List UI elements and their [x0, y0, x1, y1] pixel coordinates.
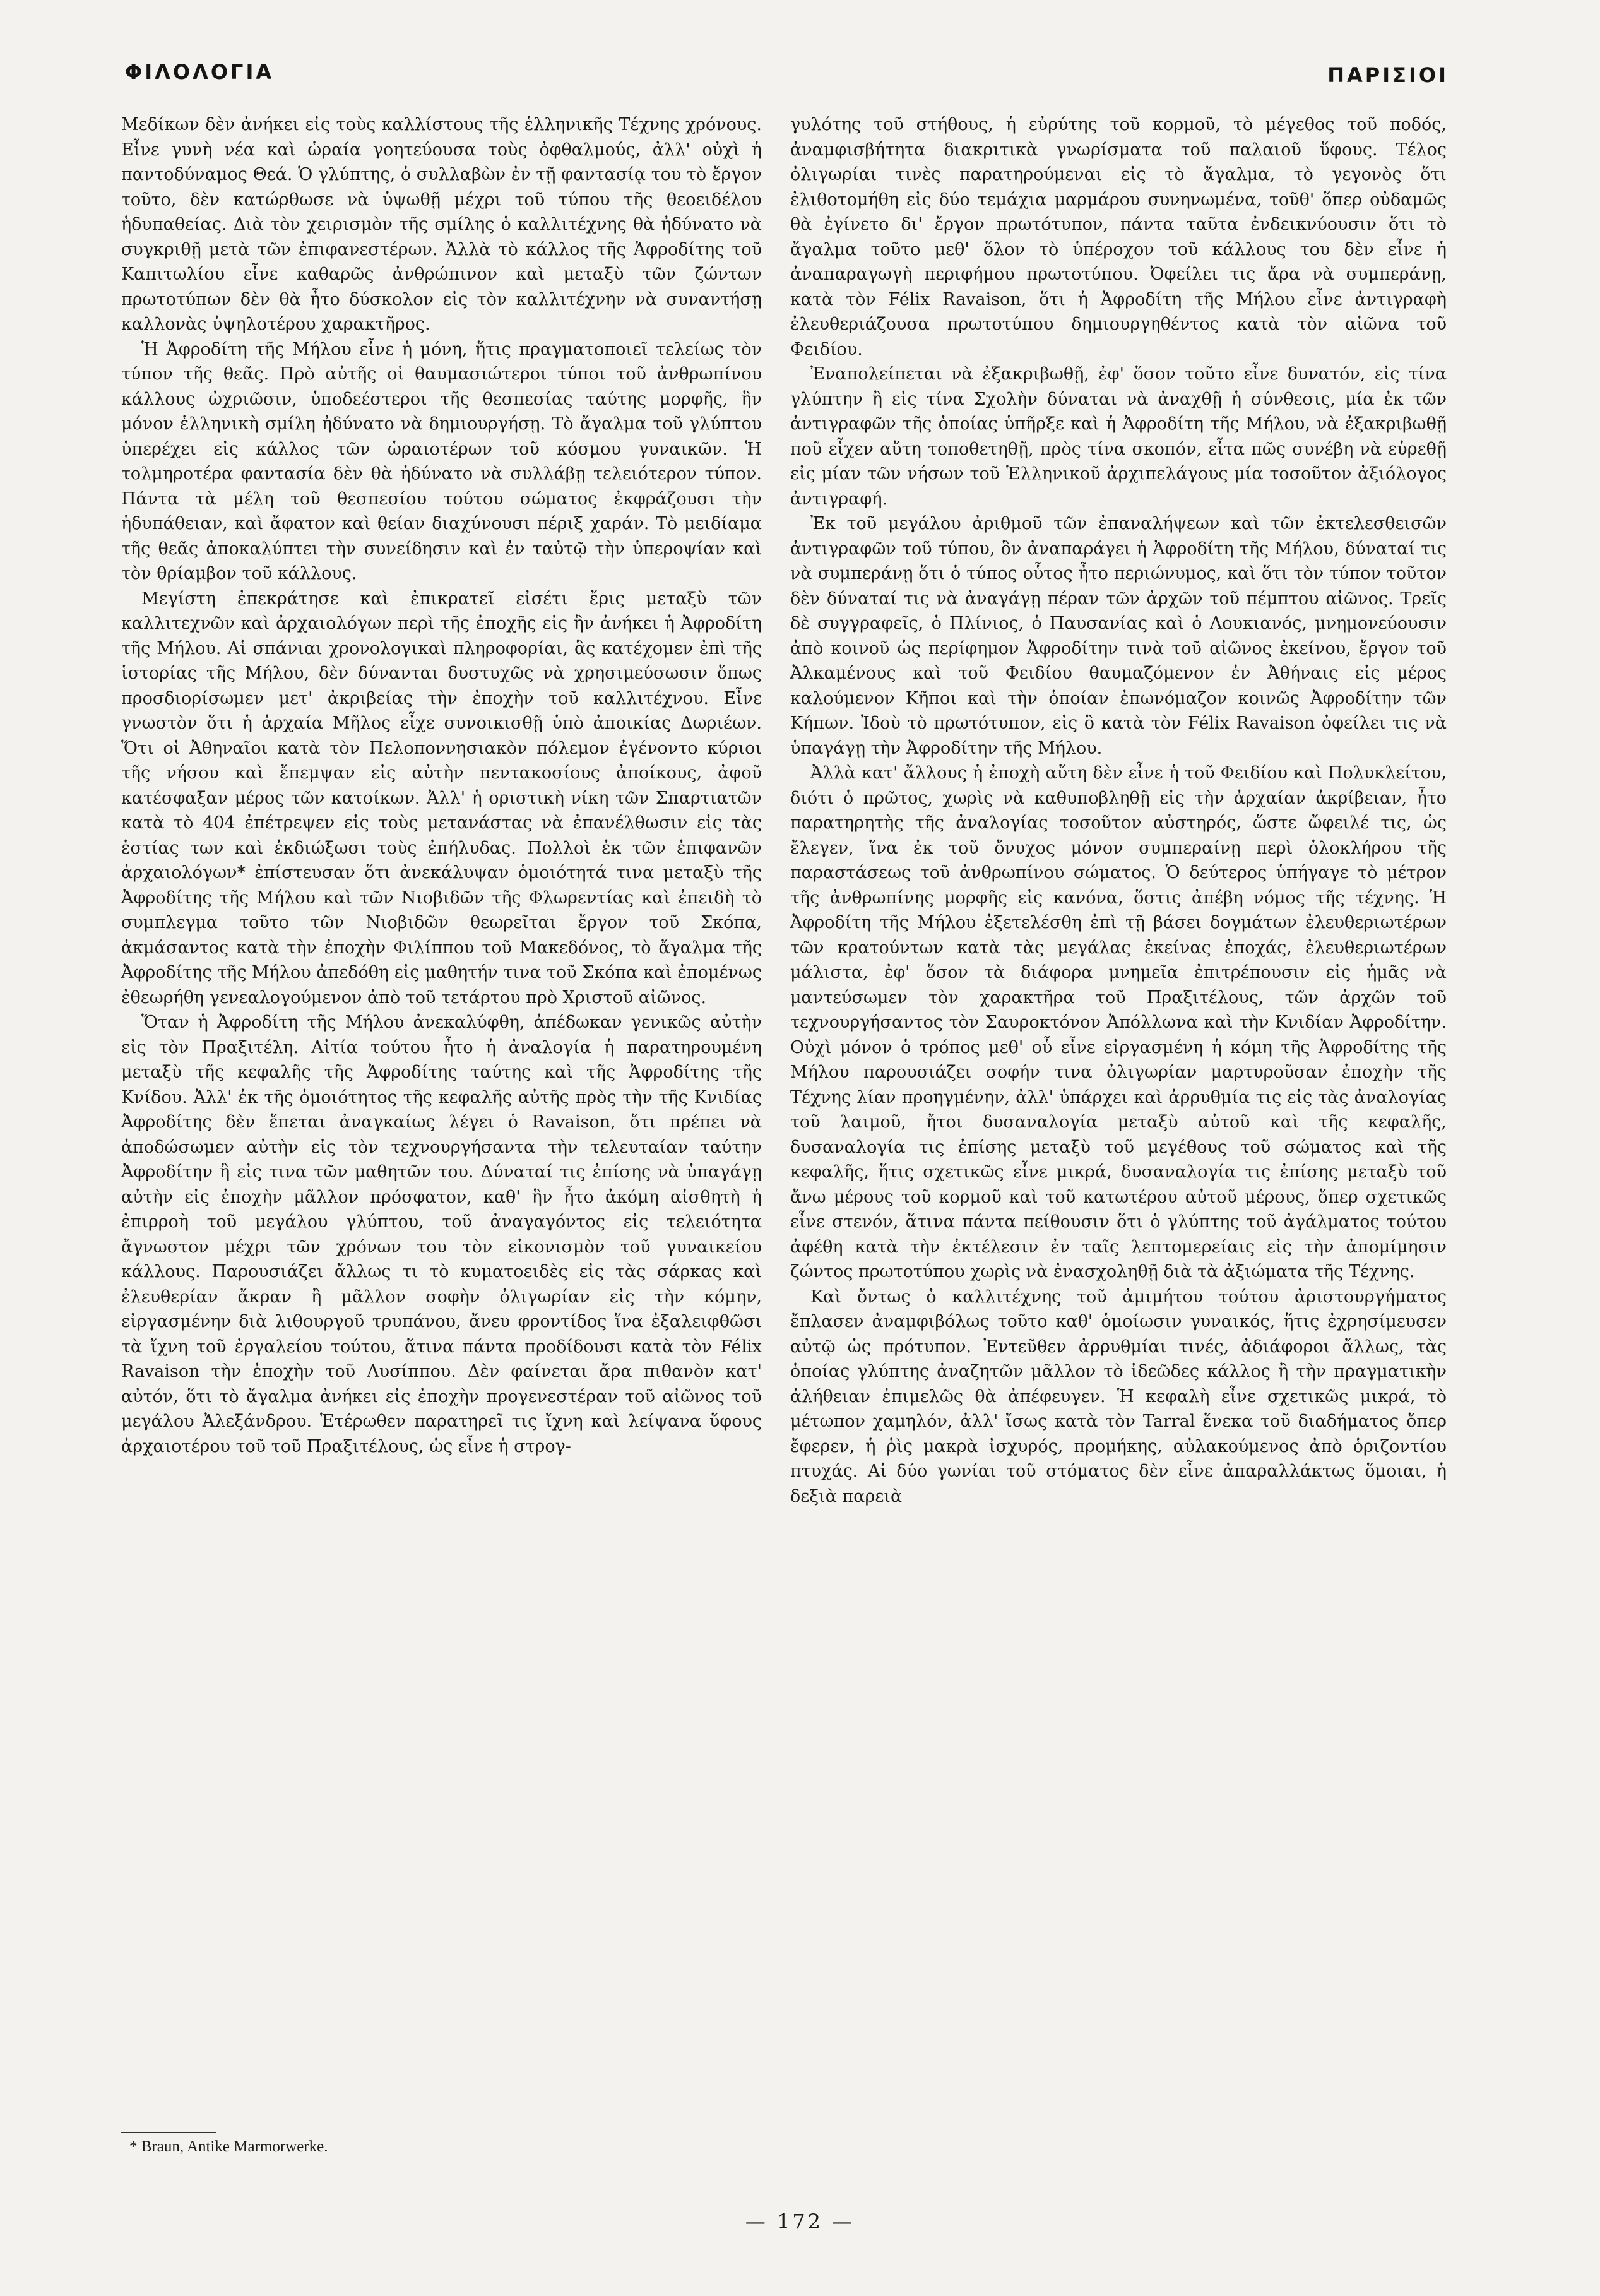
paragraph: Ὅταν ἡ Ἀφροδίτη τῆς Μήλου ἀνεκαλύφθη, ἀπέδωκαν γενικῶς αὐτὴν εἰς τὸν Πραξιτέλη. Αἰτία τούτου ἦτο ἡ ἀναλογία ἡ παρατηρουμένη μεταξὺ τῆς κεφαλῆς τῆς Ἀφροδίτης ταύτης καὶ τῆς Ἀφροδίτης τῆς Κνίδου. Ἀλλ' ἐκ τῆς ὁμοιότητος τῆς κεφαλῆς αὐτῆς πρὸς τὴν τῆς Κνιδίας Ἀφροδίτης δὲν ἕπεται ἀναγκαίως λέγει ὁ Ravaison, ὅτι πρέπει νὰ ἀποδώσωμεν αὐτὴν εἰς τὸν τεχνουργήσαντα τὴν τελευταίαν ταύτην Ἀφροδίτην ἢ εἰς τινα τῶν μαθητῶν του. Δύναταί τις ἐπίσης νὰ ὑπαγάγῃ αὐτὴν εἰς ἐποχὴν μᾶλλον πρόσφατον, καθ' ἣν ἦτο ἀκόμη αἰσθητὴ ἡ ἐπιρροὴ τοῦ μεγάλου γλύπτου, τοῦ ἀναγαγόντος εἰς τελειότητα ἄγνωστον μέχρι τῶν χρόνων του τὸν εἰκονισμὸν τοῦ γυναικείου κάλλους. Παρουσιάζει ἄλλως τι τὸ κυματοειδὲς εἰς τὰς σάρκας καὶ ἐλευθερίαν ἄκραν ἢ μᾶλλον σοφὴν ὀλιγωρίαν εἰς τὴν κόμην, εἰργασμένην διὰ λιθουργοῦ τρυπάνου, ἄνευ φροντίδος ἵνα ἐξαλειφθῶσι τὰ ἴχνη τοῦ ἐργαλείου τούτου, ἅτινα πάντα προδίδουσι κατὰ τὸν Félix Ravaison τὴν ἐποχὴν τοῦ Λυσίππου. Δὲν φαίνεται ἄρα πιθανὸν κατ' αὐτόν, ὅτι τὸ ἄγαλμα ἀνήκει εἰς ἐποχὴν προγενεστέραν τοῦ αἰῶνος τοῦ μεγάλου Ἀλεξάνδρου. Ἑτέρωθεν παρατηρεῖ τις ἴχνη καὶ λείψανα ὕφους ἀρχαιοτέρου τοῦ τοῦ Πραξιτέλους, ὡς εἶνε ἡ στρογ-	[121, 1013, 762, 1456]
footnote: * Braun, Antike Marmorwerke.	[129, 2138, 328, 2155]
paragraph: Ἐκ τοῦ μεγάλου ἀριθμοῦ τῶν ἐπαναλήψεων καὶ τῶν ἐκτελεσθεισῶν ἀντιγραφῶν τοῦ τύπου, ὃν ἀναπαράγει ἡ Ἀφροδίτη τῆς Μήλου, δύναταί τις νὰ συμπεράνῃ ὅτι ὁ τύπος οὗτος ἦτο περιώνυμος, καὶ ὅτι τὸν τύπον τοῦτον δὲν δύναταί τις νὰ ἀναγάγῃ πέραν τῶν ἀρχῶν τοῦ πέμπτου αἰῶνος. Τρεῖς δὲ συγγραφεῖς, ὁ Πλίνιος, ὁ Παυσανίας καὶ ὁ Λουκιανός, μνημονεύουσιν ἀπὸ κοινοῦ ὡς περίφημον Ἀφροδίτην τινὰ τοῦ αἰῶνος ἐκείνου, ἔργον τοῦ Ἀλκαμένους καὶ τοῦ Φειδίου θαυμαζόμενον ἐν Ἀθήναις εἰς μέρος καλούμενον Κῆποι καὶ τὴν ὁποίαν ἐπωνόμαζον κοινῶς Ἀφροδίτην τῶν Κήπων. Ἰδοὺ τὸ πρωτότυπον, εἰς ὃ κατὰ τὸν Félix Ravaison ὀφείλει τις νὰ ὑπαγάγῃ τὴν Ἀφροδίτην τῆς Μήλου.	[790, 514, 1447, 758]
page-number: — 172 —	[745, 2210, 855, 2234]
paragraph: Μεδίκων δὲν ἀνήκει εἰς τοὺς καλλίστους τῆς ἑλληνικῆς Τέχνης χρόνους. Εἶνε γυνὴ νέα καὶ ὡραία γοητεύουσα τοὺς ὀφθαλμούς, ἀλλ' οὐχὶ ἡ παντοδύναμος Θεά. Ὁ γλύπτης, ὁ συλλαβὼν ἐν τῇ φαντασίᾳ του τὸ ἔργον τοῦτο, δὲν κατώρθωσε νὰ ὑψωθῇ μέχρι τοῦ τύπου τῆς θεοειδέλου ἡδυπαθείας. Διὰ τὸν χειρισμὸν τῆς σμίλης ὁ καλλιτέχνης θὰ ἠδύνατο νὰ συγκριθῇ μετὰ τῶν ἐπιφανεστέρων. Ἀλλὰ τὸ κάλλος τῆς Ἀφροδίτης τοῦ Καπιτωλίου εἶνε καθαρῶς ἀνθρώπινον καὶ μεταξὺ τῶν ζώντων πρωτοτύπων δὲν θὰ ἦτο δύσκολον εἰς τὸν καλλιτέχνην νὰ συναντήσῃ καλλονὰς ὑψηλοτέρου χαρακτῆρος.	[121, 115, 762, 334]
running-head-left: ΦΙΛΟΛΟΓΙΑ	[125, 60, 275, 84]
paragraph: Καὶ ὄντως ὁ καλλιτέχνης τοῦ ἀμιμήτου τούτου ἀριστουργήματος ἔπλασεν ἀναμφιβόλως τοῦτο καθ' ὁμοίωσιν γυναικός, ἥτις ἐχρησίμευσεν αὐτῷ ὡς πρότυπον. Ἐντεῦθεν ἀρρυθμίαι τινές, ἀδιάφοροι ἄλλως, τὰς ὁποίας γλύπτης ἀναζητῶν μᾶλλον τὸ ἰδεῶδες κάλλος ἢ τὴν πραγματικὴν ἀλήθειαν ἐπιμελῶς θὰ ἀπέφευγεν. Ἡ κεφαλὴ εἶνε σχετικῶς μικρά, τὸ μέτωπον χαμηλόν, ἀλλ' ἴσως κατὰ τὸν Tarral ἕνεκα τοῦ διαδήματος ὅπερ ἔφερεν, ἡ ῥὶς μακρὰ ἰσχυρός, προμήκης, αὐλακούμενος ἀπὸ ὁριζοντίου πτυχάς. Αἱ δύο γωνίαι τοῦ στόματος δὲν εἶνε ἀπαραλλάκτως ὅμοιαι, ἡ δεξιὰ παρειὰ	[790, 1287, 1447, 1506]
paragraph: Ἀλλὰ κατ' ἄλλους ἡ ἐποχὴ αὕτη δὲν εἶνε ἡ τοῦ Φειδίου καὶ Πολυκλείτου, διότι ὁ πρῶτος, χωρὶς νὰ καθυποβληθῇ εἰς τὴν ἀρχαίαν ἀκρίβειαν, ἦτο παρατηρητὴς τῆς ἀναλογίας τοσοῦτον αὐστηρός, ὥστε ὤφειλέ τις, ὡς ἔλεγεν, ἵνα ἐκ τοῦ ὄνυχος μόνον συμπεραίνῃ περὶ ὁλοκλήρου τῆς παραστάσεως τοῦ ἀνθρωπίνου σώματος. Ὁ δεύτερος ὑπήγαγε τὸ μέτρον τῆς ἀνθρωπίνης μορφῆς εἰς κανόνα, ὅστις ἀπέβη νόμος τῆς τέχνης. Ἡ Ἀφροδίτη τῆς Μήλου ἐξετελέσθη ἐπὶ τῇ βάσει δογμάτων ἐλευθεριωτέρων τῶν κρατούντων κατὰ τὰς μεγάλας ἐκείνας ἐποχάς, ἐλευθεριωτέρων μάλιστα, ἐφ' ὅσον τὰ διάφορα μνημεῖα ἐπιτρέπουσιν εἰς ἡμᾶς νὰ μαντεύσωμεν τὸν χαρακτῆρα τοῦ Πραξιτέλους, τῶν ἀρχῶν τοῦ τεχνουργήσαντος τὸν Σαυροκτόνον Ἀπόλλωνα καὶ τὴν Κνιδίαν Ἀφροδίτην. Οὐχὶ μόνον ὁ τρόπος μεθ' οὗ εἶνε εἰργασμένη ἡ κόμη τῆς Ἀφροδίτης τῆς Μήλου παρουσιάζει σοφήν τινα ὀλιγωρίαν μαρτυροῦσαν ἐποχὴν τῆς Τέχνης λίαν προηγμένην, ἀλλ' ὑπάρχει καὶ ἀρρυθμία τις εἰς τὰς ἀναλογίας τοῦ λαιμοῦ, ἤτοι δυσαναλογία μεταξὺ αὐτοῦ καὶ τῆς κεφαλῆς, δυσαναλογία τις ἐπίσης μεταξὺ τοῦ μεγέθους τοῦ σώματος καὶ τῆς κεφαλῆς, ἥτις σχετικῶς εἶνε μικρά, δυσαναλογία τις ἐπίσης μεταξὺ τοῦ ἄνω μέρους τοῦ κορμοῦ καὶ τοῦ κατωτέρου αὐτοῦ μέρους, ὅπερ σχετικῶς εἶνε στενόν, ἅτινα πάντα πείθουσιν ὅτι ὁ γλύπτης τοῦ ἀγάλματος τούτου ἀφέθη κατὰ τὴν ἐκτέλεσιν ἐν ταῖς λεπτομερείαις εἰς τὴν ἀπομίμησιν ζώντος πρωτοτύπου χωρὶς νὰ ἐνασχοληθῇ διὰ τὰ ἀξιώματα τῆς Τέχνης.	[790, 763, 1447, 1282]
right-column	[790, 112, 1447, 1509]
left-column	[121, 112, 762, 1459]
paragraph: γυλότης τοῦ στήθους, ἡ εὐρύτης τοῦ κορμοῦ, τὸ μέγεθος τοῦ ποδός, ἀναμφισβήτητα διακριτικὰ γνωρίσματα τοῦ παλαιοῦ ὕφους. Τέλος ὀλιγωρίαι τινὲς παρατηρούμεναι εἰς τὸ ἄγαλμα, τὸ γεγονὸς ὅτι ἐλιθοτομήθη εἰς δύο τεμάχια μαρμάρου συνηνωμένα, τοῦθ' ὅπερ οὐδαμῶς θὰ ἐγίνετο δι' ἔργον πρωτότυπον, πάντα ταῦτα ἐνδεικνύουσιν ὅτι τὸ ἄγαλμα τοῦτο μεθ' ὅλον τὸ ὑπέροχον τοῦ κάλλους του δὲν εἶνε ἡ ἀναπαραγωγὴ περιφήμου πρωτοτύπου. Ὀφείλει τις ἄρα νὰ συμπεράνῃ, κατὰ τὸν Félix Ravaison, ὅτι ἡ Ἀφροδίτη τῆς Μήλου εἶνε ἀντιγραφὴ ἐλευθεριάζουσα πρωτοτύπου δημιουργηθέντος κατὰ τὸν αἰῶνα τοῦ Φειδίου.	[790, 115, 1447, 359]
paragraph: Ἐναπολείπεται νὰ ἐξακριβωθῇ, ἐφ' ὅσον τοῦτο εἶνε δυνατόν, εἰς τίνα γλύπτην ἢ εἰς τίνα Σχολὴν δύναται νὰ ἀναχθῇ ἡ σύνθεσις, μία ἐκ τῶν ἀντιγραφῶν τῆς ὁποίας ὑπῆρξε καὶ ἡ Ἀφροδίτη τῆς Μήλου, νὰ ἐξακριβωθῇ ποῦ εἶχεν αὕτη τοποθετηθῇ, πρὸς τίνα σκοπόν, εἶτα πῶς συνέβη νὰ εὑρεθῇ εἰς μίαν τῶν νήσων τοῦ Ἑλληνικοῦ ἀρχιπελάγους μία τοσοῦτον ἀξιόλογος ἀντιγραφή.	[790, 364, 1447, 509]
paragraph: Ἡ Ἀφροδίτη τῆς Μήλου εἶνε ἡ μόνη, ἥτις πραγματοποιεῖ τελείως τὸν τύπον τῆς θεᾶς. Πρὸ αὐτῆς οἱ θαυμασιώτεροι τύποι τοῦ ἀνθρωπίνου κάλλους ὠχριῶσιν, ὑποδεέστεροι τῆς θεσπεσίας ταύτης μορφῆς, ἣν μόνον ἑλληνικὴ σμίλη ἠδύνατο νὰ δημιουργήσῃ. Τὸ ἄγαλμα τοῦ γλύπτου ὑπερέχει εἰς κάλλος τῶν ὡραιοτέρων τοῦ κόσμου γυναικῶν. Ἡ τολμηροτέρα φαντασία δὲν θὰ ἠδύνατο νὰ συλλάβῃ τελειότερον τύπον. Πάντα τὰ μέλη τοῦ θεσπεσίου τούτου σώματος ἐκφράζουσι τὴν ἡδυπάθειαν, καὶ ἄφατον καὶ θείαν διαχύνουσι πέριξ χαράν. Τὸ μειδίαμα τῆς θεᾶς ἀποκαλύπτει τὴν συνείδησιν καὶ ἐν ταὐτῷ τὴν ὑπεροψίαν καὶ τὸν θρίαμβον τοῦ κάλλους.	[121, 339, 762, 583]
footnote-rule	[121, 2132, 216, 2133]
paragraph: Μεγίστη ἐπεκράτησε καὶ ἐπικρατεῖ εἰσέτι ἔρις μεταξὺ τῶν καλλιτεχνῶν καὶ ἀρχαιολόγων περὶ τῆς ἐποχῆς εἰς ἣν ἀνήκει ἡ Ἀφροδίτη τῆς Μήλου. Αἱ σπάνιαι χρονολογικαὶ πληροφορίαι, ἃς κατέχομεν ἐπὶ τῆς ἱστορίας τῆς Μήλου, δὲν δύνανται δυστυχῶς νὰ χρησιμεύσωσιν ὅπως προσδιορίσωμεν μετ' ἀκριβείας τὴν ἐποχὴν τοῦ καλλιτέχνου. Εἶνε γνωστὸν ὅτι ἡ ἀρχαία Μῆλος εἶχε συνοικισθῇ ὑπὸ ἀποικίας Δωριέων. Ὅτι οἱ Ἀθηναῖοι κατὰ τὸν Πελοποννησιακὸν πόλεμον ἐγένοντο κύριοι τῆς νήσου καὶ ἔπεμψαν εἰς αὐτὴν πεντακοσίους ἀποίκους, ἀφοῦ κατέσφαξαν μέρος τῶν κατοίκων. Ἀλλ' ἡ οριστικὴ νίκη τῶν Σπαρτιατῶν κατὰ τὸ 404 ἐπέτρεψεν εἰς τοὺς μετανάστας νὰ ἐπανέλθωσιν εἰς τὰς ἑστίας των καὶ ἐκδιώξωσι τοὺς ἐπήλυδας. Πολλοὶ ἐκ τῶν ἐπιφανῶν ἀρχαιολόγων* ἐπίστευσαν ὅτι ἀνεκάλυψαν ὁμοιότητά τινα μεταξὺ τῆς Ἀφροδίτης τῆς Μήλου καὶ τῶν Νιοβιδῶν τῆς Φλωρεντίας καὶ ἐπειδὴ τὸ συμπλεγμα τοῦτο τῶν Νιοβιδῶν θεωρεῖται ἔργον τοῦ Σκόπα, ἀκμάσαντος κατὰ τὴν ἐποχὴν Φιλίππου τοῦ Μακεδόνος, τὸ ἄγαλμα τῆς Ἀφροδίτης τῆς Μήλου ἀπεδόθη εἰς μαθητήν τινα τοῦ Σκόπα καὶ ἐπομένως ἐθεωρήθη γενεαλογούμενον ἀπὸ τοῦ τετάρτου πρὸ Χριστοῦ αἰῶνος.	[121, 588, 762, 1008]
running-head-right: ΠΑΡΙΣΙΟΙ	[1327, 63, 1449, 87]
